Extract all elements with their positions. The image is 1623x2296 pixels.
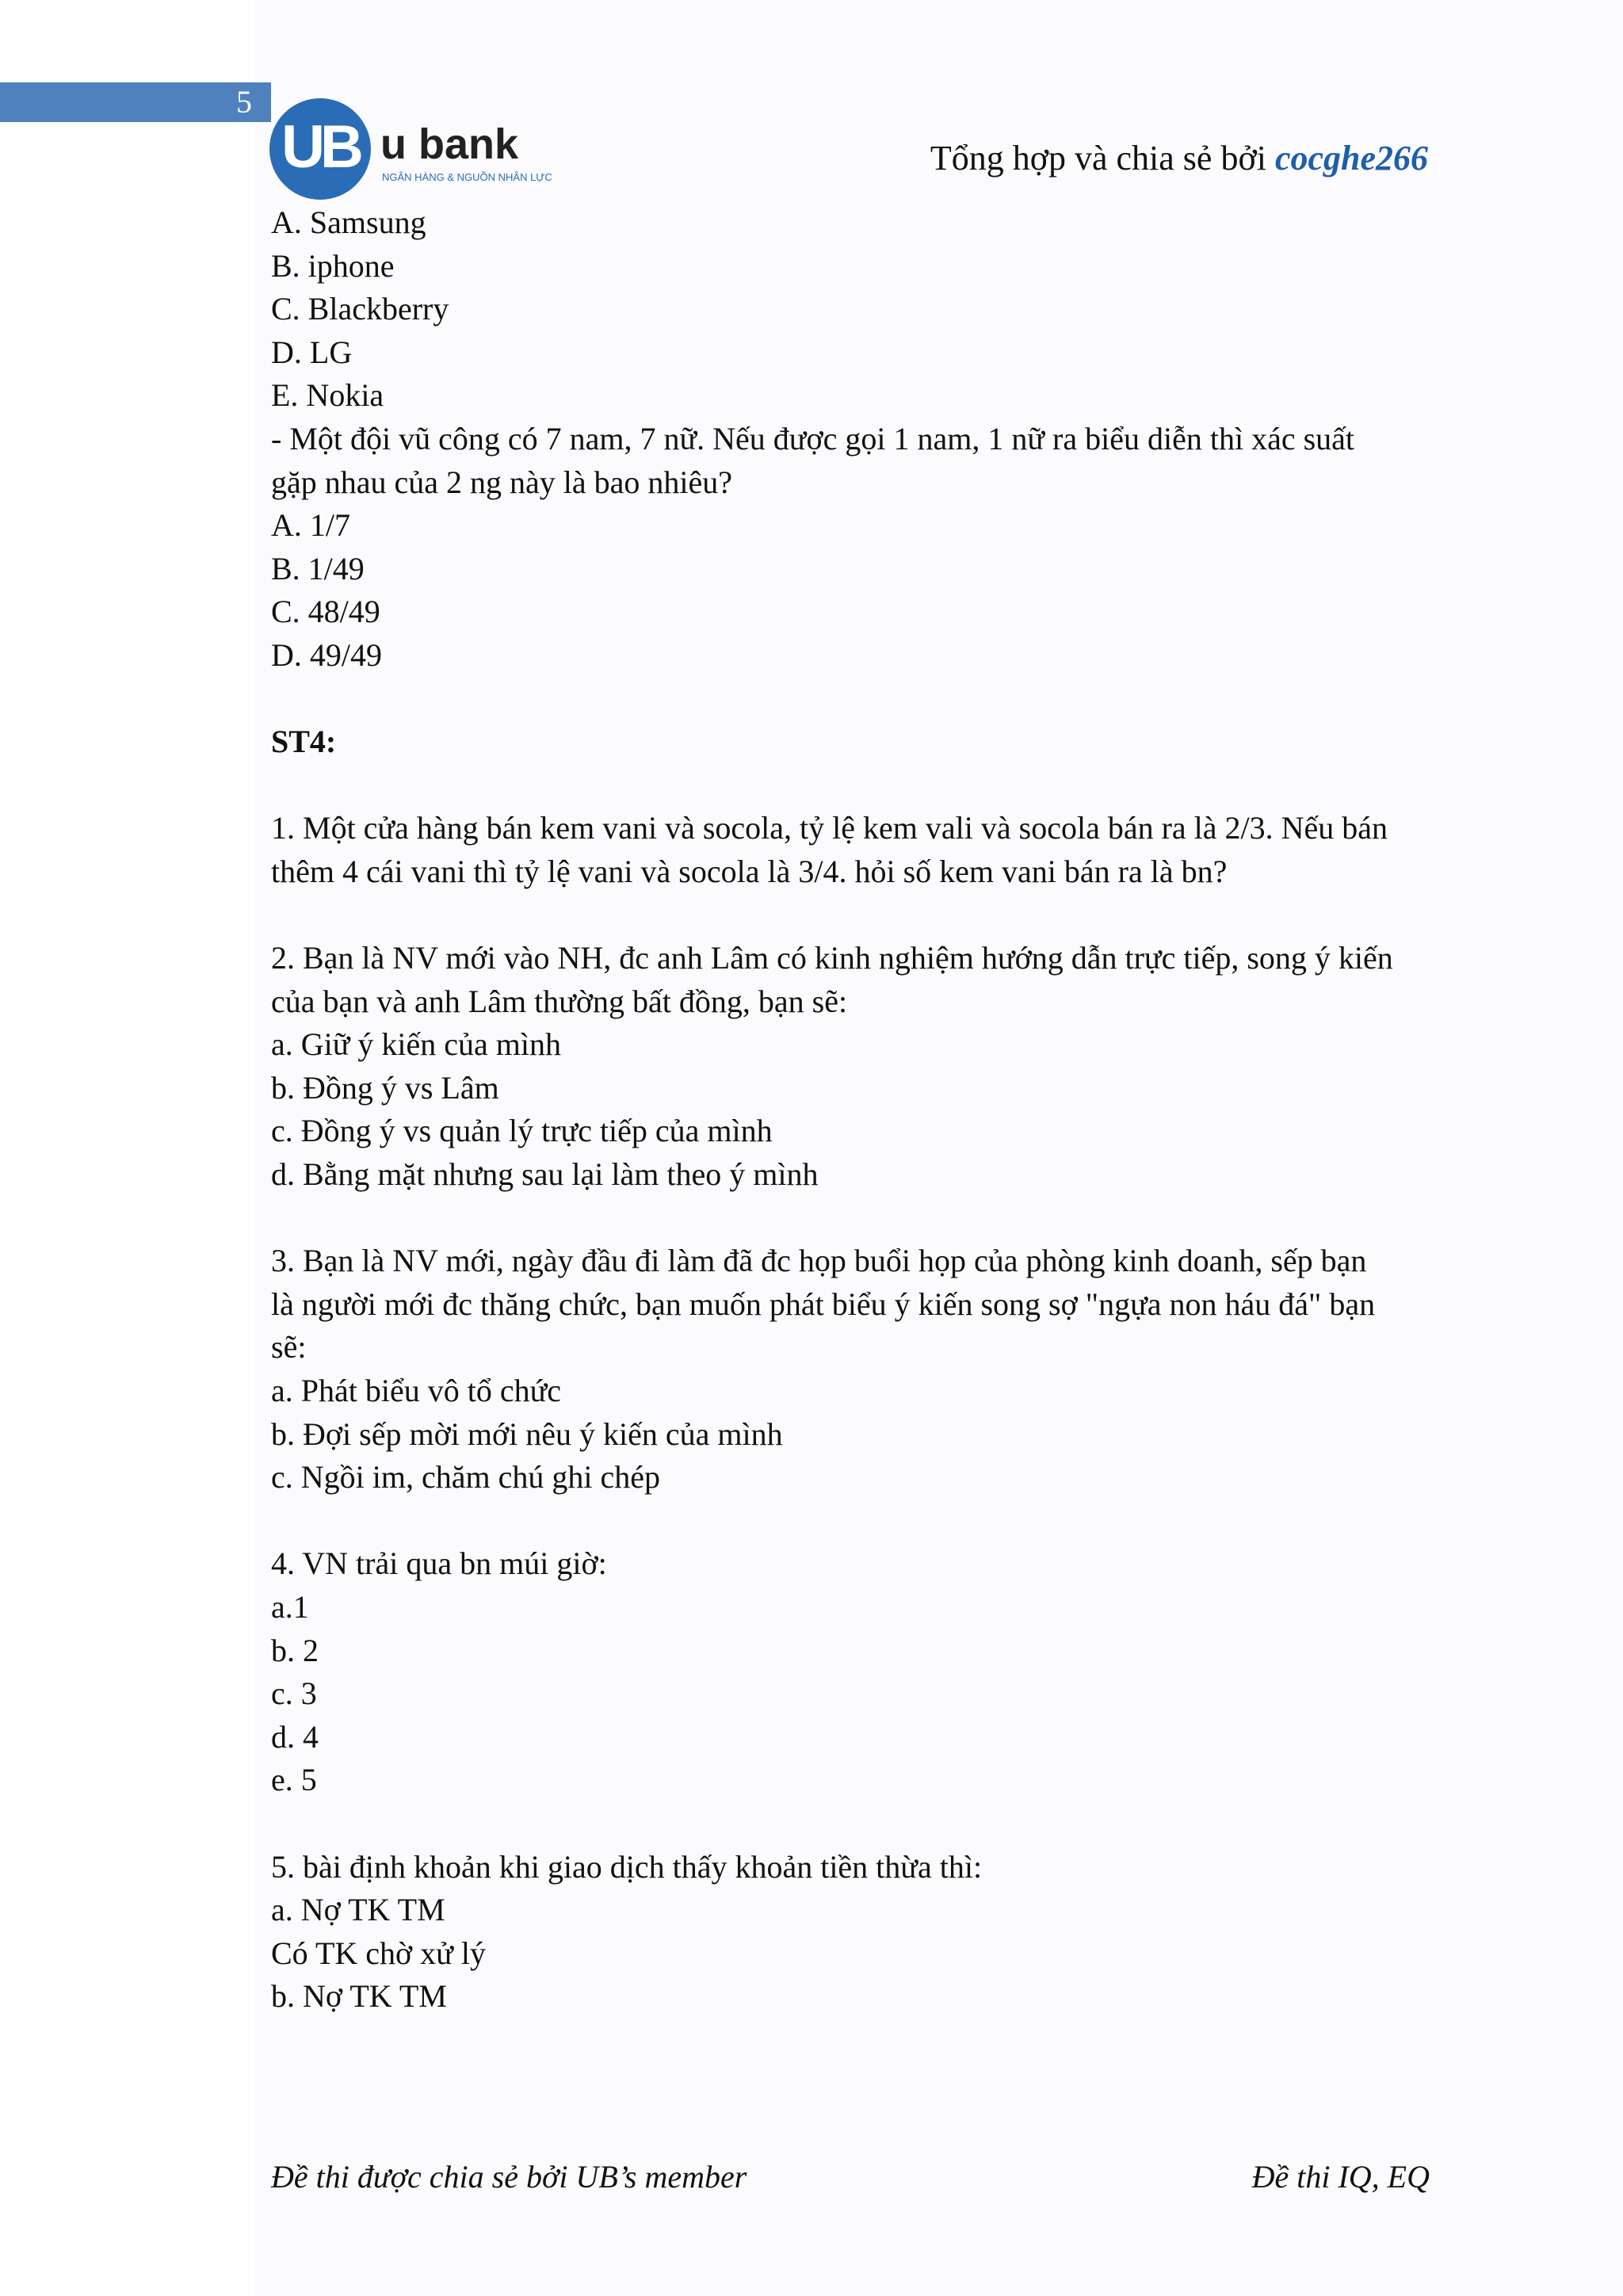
page-number: 5 bbox=[236, 84, 252, 120]
answer-option: a. Phát biểu vô tổ chức bbox=[271, 1373, 562, 1409]
answer-option: D. 49/49 bbox=[271, 636, 382, 673]
question-text: 1. Một cửa hàng bán kem vani và socola, tỷ lệ kem vali và socola bán ra là 2/3. Nếu bán bbox=[271, 810, 1388, 846]
answer-option: e. 5 bbox=[271, 1762, 317, 1798]
footer-left: Đề thi được chia sẻ bởi UB’s member bbox=[271, 2159, 747, 2195]
answer-option: a. Giữ ý kiến của mình bbox=[271, 1026, 562, 1063]
ubank-logo bbox=[269, 98, 552, 206]
answer-option: Có TK chờ xử lý bbox=[271, 1935, 486, 1971]
answer-option: c. Đồng ý vs quản lý trực tiếp của mình bbox=[271, 1113, 773, 1149]
section-title: ST4: bbox=[271, 724, 337, 760]
logo-mark-text: UB bbox=[281, 113, 359, 181]
question-text: của bạn và anh Lâm thường bất đồng, bạn sẽ: bbox=[271, 983, 848, 1019]
spacer bbox=[271, 1197, 1436, 1240]
question-text: là người mới đc thăng chức, bạn muốn phát biểu ý kiến song sợ "ngựa non háu đá" bạn bbox=[271, 1286, 1376, 1322]
logo-wordmark: u bank bbox=[380, 120, 519, 168]
answer-option: D. LG bbox=[271, 334, 353, 370]
answer-option: A. 1/7 bbox=[271, 507, 350, 544]
question-text: sẽ: bbox=[271, 1329, 307, 1366]
question-text: - Một đội vũ công có 7 nam, 7 nữ. Nếu được gọi 1 nam, 1 nữ ra biểu diễn thì xác suất bbox=[271, 420, 1355, 457]
answer-option: b. Nợ TK TM bbox=[271, 1978, 447, 2015]
answer-option: a.1 bbox=[271, 1589, 309, 1625]
question-text: 3. Bạn là NV mới, ngày đầu đi làm đã đc họp buổi họp của phòng kinh doanh, sếp bạn bbox=[271, 1243, 1367, 1279]
answer-option: A. Samsung bbox=[271, 204, 426, 240]
answer-option: B. 1/49 bbox=[271, 550, 365, 586]
answer-option: a. Nợ TK TM bbox=[271, 1892, 445, 1928]
spacer bbox=[271, 894, 1436, 938]
question-text: gặp nhau của 2 ng này là bao nhiêu? bbox=[271, 464, 733, 500]
answer-option: b. Đồng ý vs Lâm bbox=[271, 1069, 499, 1106]
footer-right: Đề thi IQ, EQ bbox=[1251, 2159, 1430, 2195]
answer-option: d. Bằng mặt nhưng sau lại làm theo ý mình bbox=[271, 1156, 819, 1193]
answer-option: c. Ngồi im, chăm chú ghi chép bbox=[271, 1459, 660, 1496]
logo-tagline: NGÂN HÀNG & NGUỒN NHÂN LỰC bbox=[382, 171, 552, 183]
question-text: 5. bài định khoản khi giao dịch thấy khoản tiền thừa thì: bbox=[271, 1848, 983, 1885]
answer-option: C. 48/49 bbox=[271, 594, 380, 630]
spacer bbox=[271, 1499, 1436, 1543]
answer-option: d. 4 bbox=[271, 1718, 319, 1755]
header-credit-author: cocghe266 bbox=[1274, 139, 1428, 178]
question-text: 4. VN trải qua bn múi giờ: bbox=[271, 1545, 607, 1582]
answer-option: c. 3 bbox=[271, 1675, 317, 1712]
question-text: thêm 4 cái vani thì tỷ lệ vani và socola là 3/4. hỏi số kem vani bán ra là bn? bbox=[271, 853, 1228, 889]
answer-option: b. Đợi sếp mời mới nêu ý kiến của mình bbox=[271, 1415, 783, 1452]
spacer bbox=[271, 678, 1436, 721]
answer-option: b. 2 bbox=[271, 1632, 319, 1668]
spacer bbox=[271, 1802, 1436, 1846]
header-credit-prefix: Tổng hợp và chia sẻ bởi bbox=[930, 139, 1275, 178]
answer-option: E. Nokia bbox=[271, 377, 384, 414]
document-body bbox=[271, 201, 1436, 2019]
spacer bbox=[271, 764, 1436, 808]
question-text: 2. Bạn là NV mới vào NH, đc anh Lâm có kinh nghiệm hướng dẫn trực tiếp, song ý kiến bbox=[271, 940, 1393, 976]
answer-option: C. Blackberry bbox=[271, 291, 449, 327]
answer-option: B. iphone bbox=[271, 247, 395, 284]
header-credit bbox=[930, 136, 1428, 181]
